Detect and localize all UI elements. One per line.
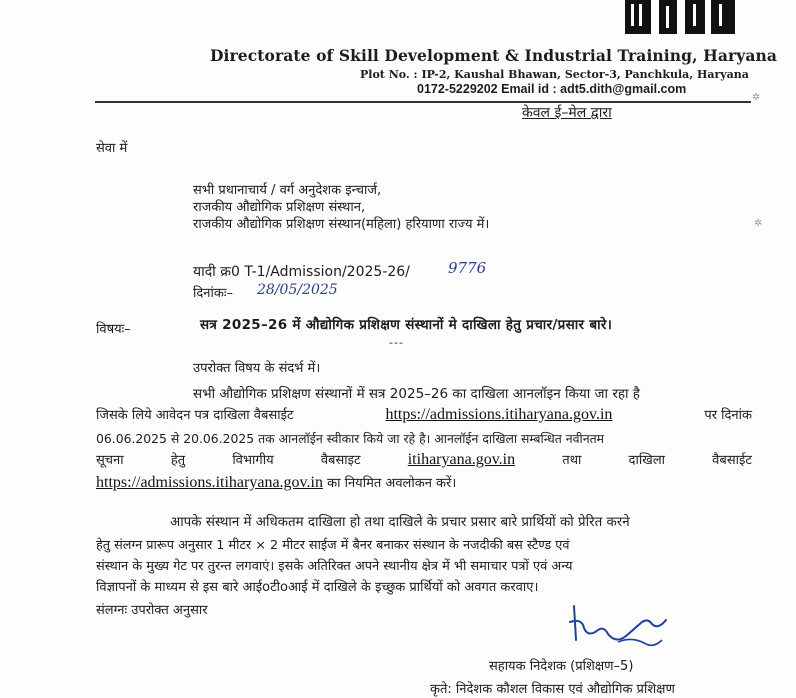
recipient-line-1: सभी प्रधानाचार्य / वर्ग अनुदेशक इन्चार्ज, [193,183,382,198]
intro-line: उपरोक्त विषय के संदर्भ में। [193,361,321,376]
subject-text: सत्र 2025–26 में औद्योगिक प्रशिक्षण संस्थानों मे दाखिला हेतु प्रचार/प्रसार बारे। [200,317,613,333]
admissions-link-2[interactable]: https://admissions.itiharyana.gov.in [96,474,323,491]
itiharyana-link[interactable]: itiharyana.gov.in [407,451,516,468]
para1-word-1: सूचना [96,453,124,468]
signatory-for-line: कृते: निदेशक कौशल विकास एवं औद्योगिक प्रशिक्षण [430,682,675,697]
header-title: Directorate of Skill Development & Industrial Training, Haryana [210,46,778,65]
iti-logo [603,0,743,42]
para2-line-4: विज्ञापनों के माध्यम से इस बारे आईoटीoआई में दाखिले के इच्छुक प्रार्थियों को अवगत करवाए। [96,580,539,595]
para1-line2-post: पर दिनांक [704,408,752,423]
scan-speck: ✲ [754,218,763,229]
recipient-line-2: राजकीय औद्योगिक प्रशिक्षण संस्थान, [193,200,366,215]
para1-line2-pre: जिसके लिये आवेदन पत्र दाखिला वैबसाईट [96,408,294,423]
salutation: सेवा में [96,141,128,156]
para1-word-2: हेतु [170,453,186,468]
para2-line-3: संस्थान के मुख्य गेट पर तुरन्त लगवाएं। इसके अतिरिक्त अपने स्थानीय क्षेत्र में भी समाचार पत्रों एवं अन्य [96,559,573,574]
enclosure: संलग्नः उपरोक्त अनुसार [96,603,208,618]
para2-line-1: आपके संस्थान में अधिकतम दाखिला हो तथा दाखिले के प्रचार प्रसार बारे प्रार्थियों को प्रेरित करने [170,515,630,530]
para2-line-2: हेतु संलग्न प्रारूप अनुसार 1 मीटर × 2 मीटर साईज में बैनर बनाकर संस्थान के नजदीकी बस स्टैण्ड एवं [96,538,570,553]
scan-speck: ✲ [752,92,761,103]
logo-text: iti [715,35,723,42]
delivery-note: केवल ई–मेल द्वारा [522,105,612,121]
signatory-designation: सहायक निदेशक (प्रशिक्षण–5) [489,659,634,674]
para1-line-1: सभी औद्योगिक प्रशिक्षण संस्थानों में सत्र 2025–26 का दाखिला आनलॉइन किया जा रहा है [193,386,640,402]
para1-line5-post: का नियमित अवलोकन करें। [327,476,457,491]
recipient-line-3: राजकीय औद्योगिक प्रशिक्षण संस्थान(महिला) हरियाणा राज्य में। [193,217,490,232]
subject-label: विषयः– [96,322,131,337]
date-label: दिनांकः– [193,286,233,301]
reference-label: यादी क्र0 T-1/Admission/2025-26/ [193,264,410,280]
para1-word-7: वैबसाईट [712,453,752,468]
header-address: Plot No. : IP-2, Kaushal Bhawan, Sector-3, Panchkula, Haryana [360,68,749,81]
subject-dash: --- [389,336,404,349]
admissions-link-1[interactable]: https://admissions.itiharyana.gov.in [385,406,613,423]
reference-date: 28/05/2025 [257,282,338,298]
para1-word-5: तथा [562,453,582,468]
header-rule [95,101,751,103]
reference-number: 9776 [448,259,487,277]
header-contact: 0172-5229202 Email id : adt5.dith@gmail.com [417,82,687,96]
para1-word-4: वैबसाइट [320,453,361,468]
para1-line-3: 06.06.2025 से 20.06.2025 तक आनलॉईन स्वीकार किये जा रहे है। आनलॉईन दाखिला सम्बन्धित नवीनतम [96,431,605,446]
para1-word-6: दाखिला [628,453,665,468]
para1-word-3: विभागीय [232,453,274,468]
